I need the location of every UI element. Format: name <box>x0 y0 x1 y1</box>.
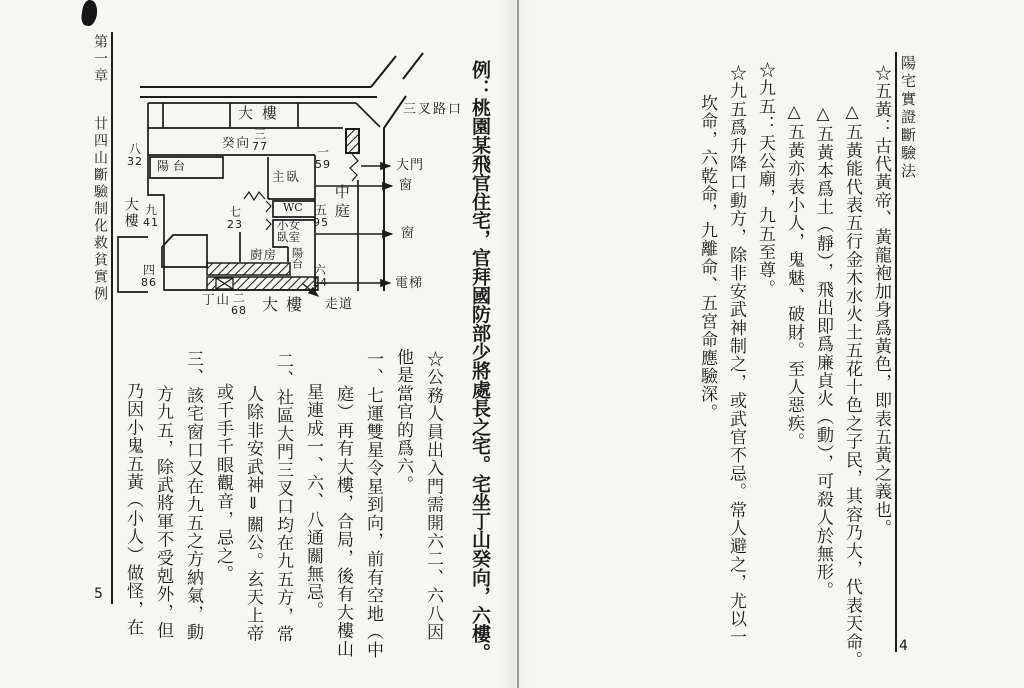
right-page-number: 4 <box>899 638 908 654</box>
window-lower-label: 窗 <box>401 226 415 241</box>
star-pair-4-86: 四 86 <box>141 263 157 289</box>
building-left-label: 大樓 <box>122 197 139 229</box>
text-column: 他是當官的爲六。 <box>393 348 413 494</box>
window-upper-label: 窗 <box>399 178 413 193</box>
text-column: ☆公務人員出入門需開六二、六八因 <box>423 350 443 642</box>
kitchen-label: 廚房 <box>250 247 278 262</box>
text-column: 一、七運雙星令星到向，前有空地（中 <box>363 350 383 660</box>
chapter-number: 第一章 <box>92 34 108 85</box>
right-page-header-rule <box>895 52 897 652</box>
building-bottom-label: 大樓 <box>262 295 311 314</box>
text-column: 三、該宅窗口又在九五之方納氣，動 <box>183 350 203 642</box>
text-column: 人除非安武神⇓關公。玄天上帝 <box>243 385 263 643</box>
text-column: 乃因小鬼五黃（小人）做怪，在 <box>123 382 143 637</box>
text-column: 星連成一、六、八通關無忌。 <box>303 383 323 620</box>
text-column: 庭）再有大樓，合局，後有大樓山 <box>333 385 353 658</box>
main-gate-label: 大門 <box>396 158 425 173</box>
text-column: ☆九五：天公廟，九五至尊。 <box>755 61 775 298</box>
wc-label: WC <box>283 201 303 214</box>
star-pair-1-59: 一 59 <box>315 145 331 171</box>
example-heading: 例：桃園某飛官住宅，官拜國防部少將處長之宅。宅坐丁山癸向，六樓。 <box>469 60 491 662</box>
star-pair-2-68: 二 68 <box>231 291 247 317</box>
daughter-room-label: 小女 臥室 <box>277 218 300 245</box>
text-column: △五黃亦表小人，鬼魅、破財。至人惡疾。 <box>784 102 804 451</box>
intersection-label: 三叉路口 <box>403 102 464 117</box>
text-column: △五黃能代表五行金木水火土五花十色之子民，其容乃大，代表天命。 <box>842 102 862 670</box>
star-pair-8-32: 八 32 <box>127 142 143 168</box>
star-pair-9-41: 九 41 <box>143 203 159 229</box>
elevator-label: 電梯 <box>395 276 424 291</box>
balcony-bottom-label: 陽台 <box>290 247 304 269</box>
walkway-label: 走道 <box>325 297 354 312</box>
master-bedroom-label: 主臥 <box>272 169 302 184</box>
sitting-label: 丁山 <box>202 292 232 307</box>
page-gutter-line <box>517 0 519 688</box>
star-pair-5-95: 五 95 <box>313 203 329 229</box>
scan-ink-blot <box>80 0 98 27</box>
chapter-title: 廿四山斷驗制化救貧實例 <box>92 116 108 303</box>
text-column: 或千手千眼觀音，忌之。 <box>213 383 233 584</box>
text-column: 二、社區大門三叉口均在九五方，常 <box>273 352 293 644</box>
right-page-body-text <box>644 58 890 676</box>
facing-label: 癸向 <box>222 135 252 150</box>
star-pair-7-23: 七 23 <box>227 205 243 231</box>
building-top-label: 大樓 <box>238 104 287 122</box>
left-page-chapter-header <box>90 34 110 303</box>
text-column: ☆五黃：古代黃帝、黃龍袍加身爲黃色，即表五黃之義也。 <box>871 64 891 538</box>
star-pair-6-14: 六 14 <box>312 263 328 289</box>
text-column: ☆九五爲升降口動方，除非安武神制之，或武官不忌。常人避之，尤以一 <box>726 64 746 647</box>
right-page-running-head: 陽宅實證斷驗法 <box>899 55 917 181</box>
star-pair-3-77: 三 77 <box>252 127 268 153</box>
text-column: 坎命，六乾命，九離命、五宮命應驗深。 <box>697 94 717 422</box>
text-column: 方九五，除武將軍不受剋外，但 <box>153 385 173 640</box>
text-column: △五黃本爲土（靜），飛出即爲廉貞火（動），可殺人於無形。 <box>813 104 833 600</box>
left-page-body-text <box>112 346 442 684</box>
courtyard-label: 中庭 <box>332 184 351 222</box>
left-page-number: 5 <box>94 586 103 602</box>
balcony-top-label: 陽台 <box>157 159 190 173</box>
